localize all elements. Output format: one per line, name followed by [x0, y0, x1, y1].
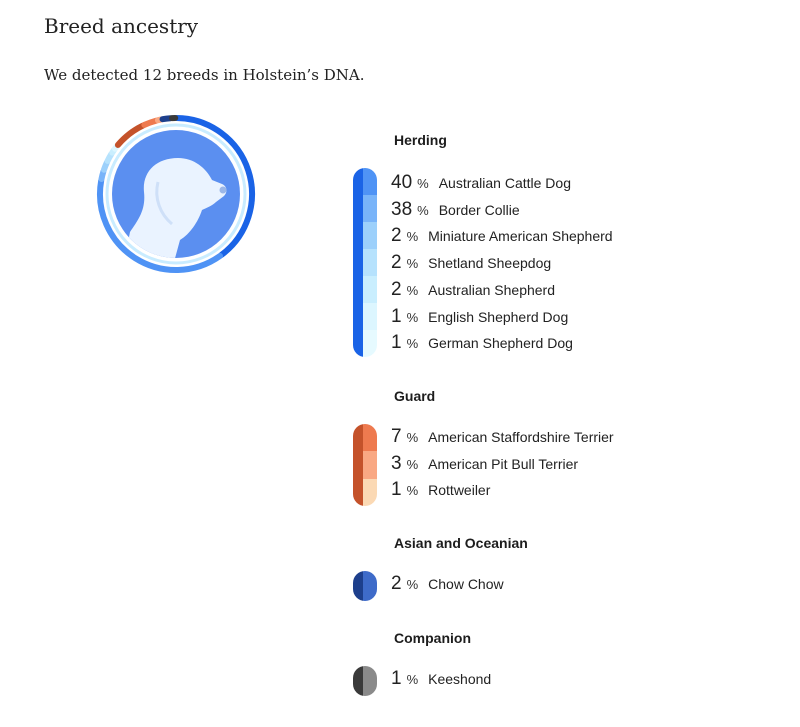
breed-name: English Shepherd Dog: [428, 308, 569, 325]
percent-sign: %: [406, 336, 419, 352]
breed-percentage: 2: [391, 225, 402, 247]
percent-sign: %: [406, 577, 419, 592]
breed-row: [391, 453, 578, 479]
breed-ancestry-donut: [94, 112, 258, 276]
breed-row: [391, 252, 551, 278]
group-color-bar: [353, 571, 377, 601]
group-title: Herding: [394, 132, 447, 148]
percent-sign: %: [406, 256, 419, 272]
breed-percentage: 2: [391, 278, 402, 300]
group-title: Asian and Oceanian: [394, 535, 528, 551]
breed-percentage: 1: [391, 305, 402, 327]
breed-row: [391, 573, 504, 599]
breed-percentage: 2: [391, 573, 402, 594]
page-title: Breed ancestry: [44, 14, 199, 38]
breed-percentage: 2: [391, 252, 402, 274]
percent-sign: %: [406, 309, 419, 325]
donut-segment: [144, 121, 156, 125]
dog-head-icon: [112, 130, 240, 262]
group-color-bar: [353, 168, 377, 357]
breed-row: [391, 332, 573, 358]
breed-percentage: 1: [391, 668, 402, 689]
breed-name: Chow Chow: [428, 576, 504, 592]
breed-name: American Staffordshire Terrier: [428, 429, 614, 445]
percent-sign: %: [406, 282, 419, 298]
breed-row: [391, 172, 571, 198]
breed-name: Rottweiler: [428, 482, 491, 499]
breed-name: Australian Shepherd: [428, 281, 556, 298]
breed-name: Miniature American Shepherd: [428, 228, 613, 245]
group-title: Guard: [394, 388, 436, 404]
breed-row: [391, 479, 490, 505]
breed-name: German Shepherd Dog: [428, 335, 573, 352]
percent-sign: %: [417, 202, 429, 218]
breed-row: [391, 668, 491, 694]
breed-percentage: 38: [391, 198, 413, 220]
breed-row: [391, 279, 555, 305]
percent-sign: %: [406, 430, 419, 445]
detected-breeds-summary: We detected 12 breeds in Holstein’s DNA.: [44, 66, 365, 84]
group-color-bar: [353, 666, 377, 696]
percent-sign: %: [406, 672, 419, 687]
percent-sign: %: [417, 176, 429, 191]
percent-sign: %: [406, 483, 419, 499]
breed-name: Shetland Sheepdog: [428, 255, 552, 272]
breed-row: [391, 225, 613, 251]
breed-name: Keeshond: [428, 671, 492, 687]
breed-percentage: 1: [391, 332, 402, 354]
percent-sign: %: [406, 456, 419, 472]
breed-percentage: 40: [391, 172, 413, 193]
breed-percentage: 7: [391, 426, 402, 447]
breed-row: [391, 199, 520, 225]
breed-name: Border Collie: [438, 201, 520, 218]
breed-percentage: 3: [391, 452, 402, 474]
breed-name: Australian Cattle Dog: [438, 175, 571, 191]
group-title: Companion: [394, 630, 471, 646]
percent-sign: %: [406, 229, 419, 245]
breed-percentage: 1: [391, 479, 402, 501]
breed-row: [391, 306, 568, 332]
group-color-bar: [353, 424, 377, 506]
breed-row: [391, 426, 614, 452]
breed-name: American Pit Bull Terrier: [428, 455, 579, 472]
